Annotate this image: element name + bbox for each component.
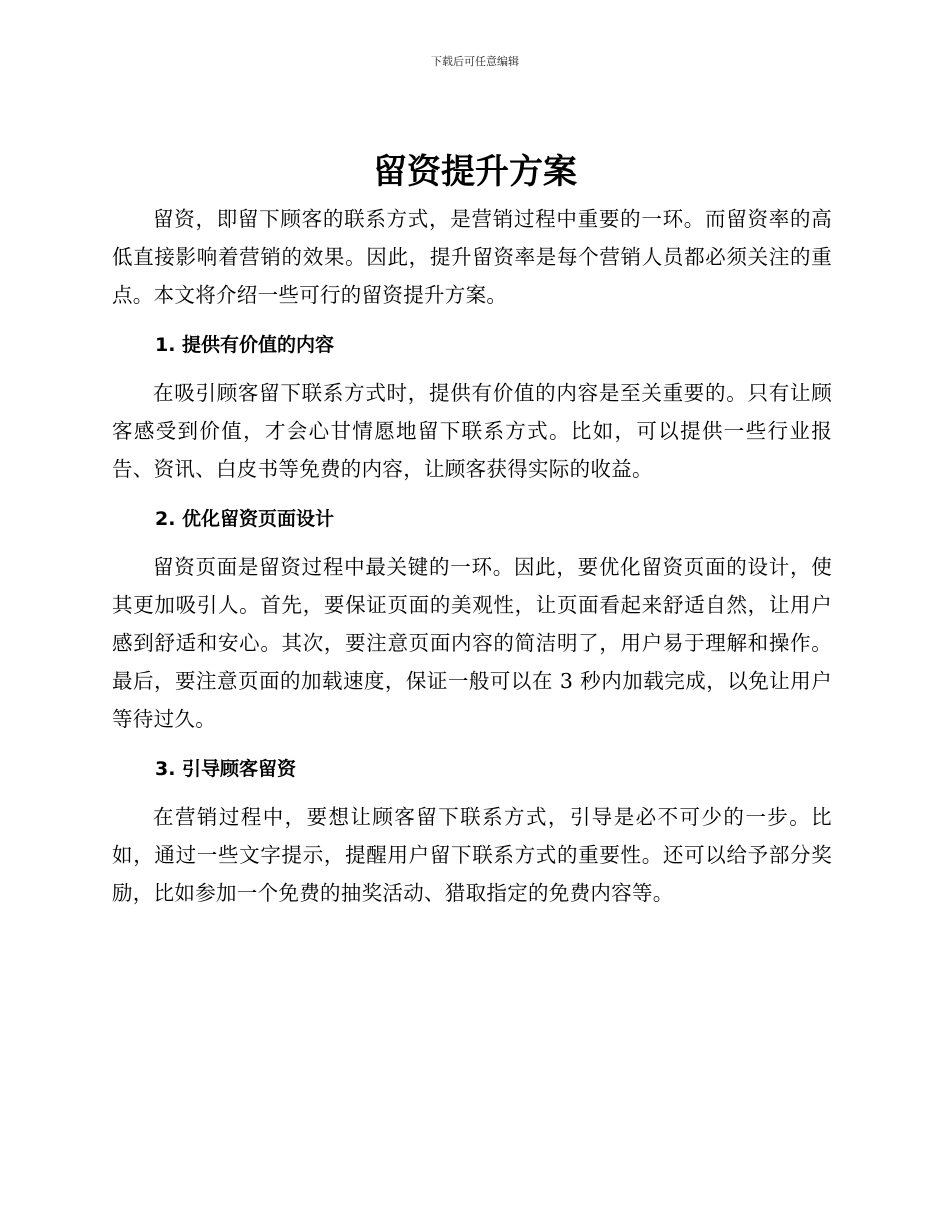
section-paragraph-3: 在营销过程中，要想让顾客留下联系方式，引导是必不可少的一步。比如，通过一些文字提示，提醒用户留下联系方式的重要性。还可以给予部分奖励，比如参加一个免费的抽奖活动、猎取指定的免费内容等。 <box>112 805 832 905</box>
section-paragraph-2: 留资页面是留资过程中最关键的一环。因此，要优化留资页面的设计，使其更加吸引人。首先，要保证页面的美观性，让页面看起来舒适自然，让用户感到舒适和安心。其次，要注意页面内容的简洁明了，用户易于理解和操作。最后，要注意页面的加载速度，保证一般可以在 3 秒内加载完成，以免让用户等待过久。 <box>112 555 832 731</box>
page-header-note: 下载后可任意编辑 <box>431 55 519 68</box>
document-title: 留资提升方案 <box>373 152 577 192</box>
intro-paragraph: 留资，即留下顾客的联系方式，是营销过程中重要的一环。而留资率的高低直接影响着营销的效果。因此，提升留资率是每个营销人员都必须关注的重点。本文将介绍一些可行的留资提升方案。 <box>112 207 832 307</box>
section-heading-3: 3. 引导顾客留资 <box>155 758 297 780</box>
section-heading-1: 1. 提供有价值的内容 <box>155 334 335 356</box>
section-heading-2: 2. 优化留资页面设计 <box>155 508 335 530</box>
document-body <box>112 200 832 912</box>
section-paragraph-1: 在吸引顾客留下联系方式时，提供有价值的内容是至关重要的。只有让顾客感受到价值，才会心甘情愿地留下联系方式。比如，可以提供一些行业报告、资讯、白皮书等免费的内容，让顾客获得实际的收益。 <box>112 381 832 481</box>
